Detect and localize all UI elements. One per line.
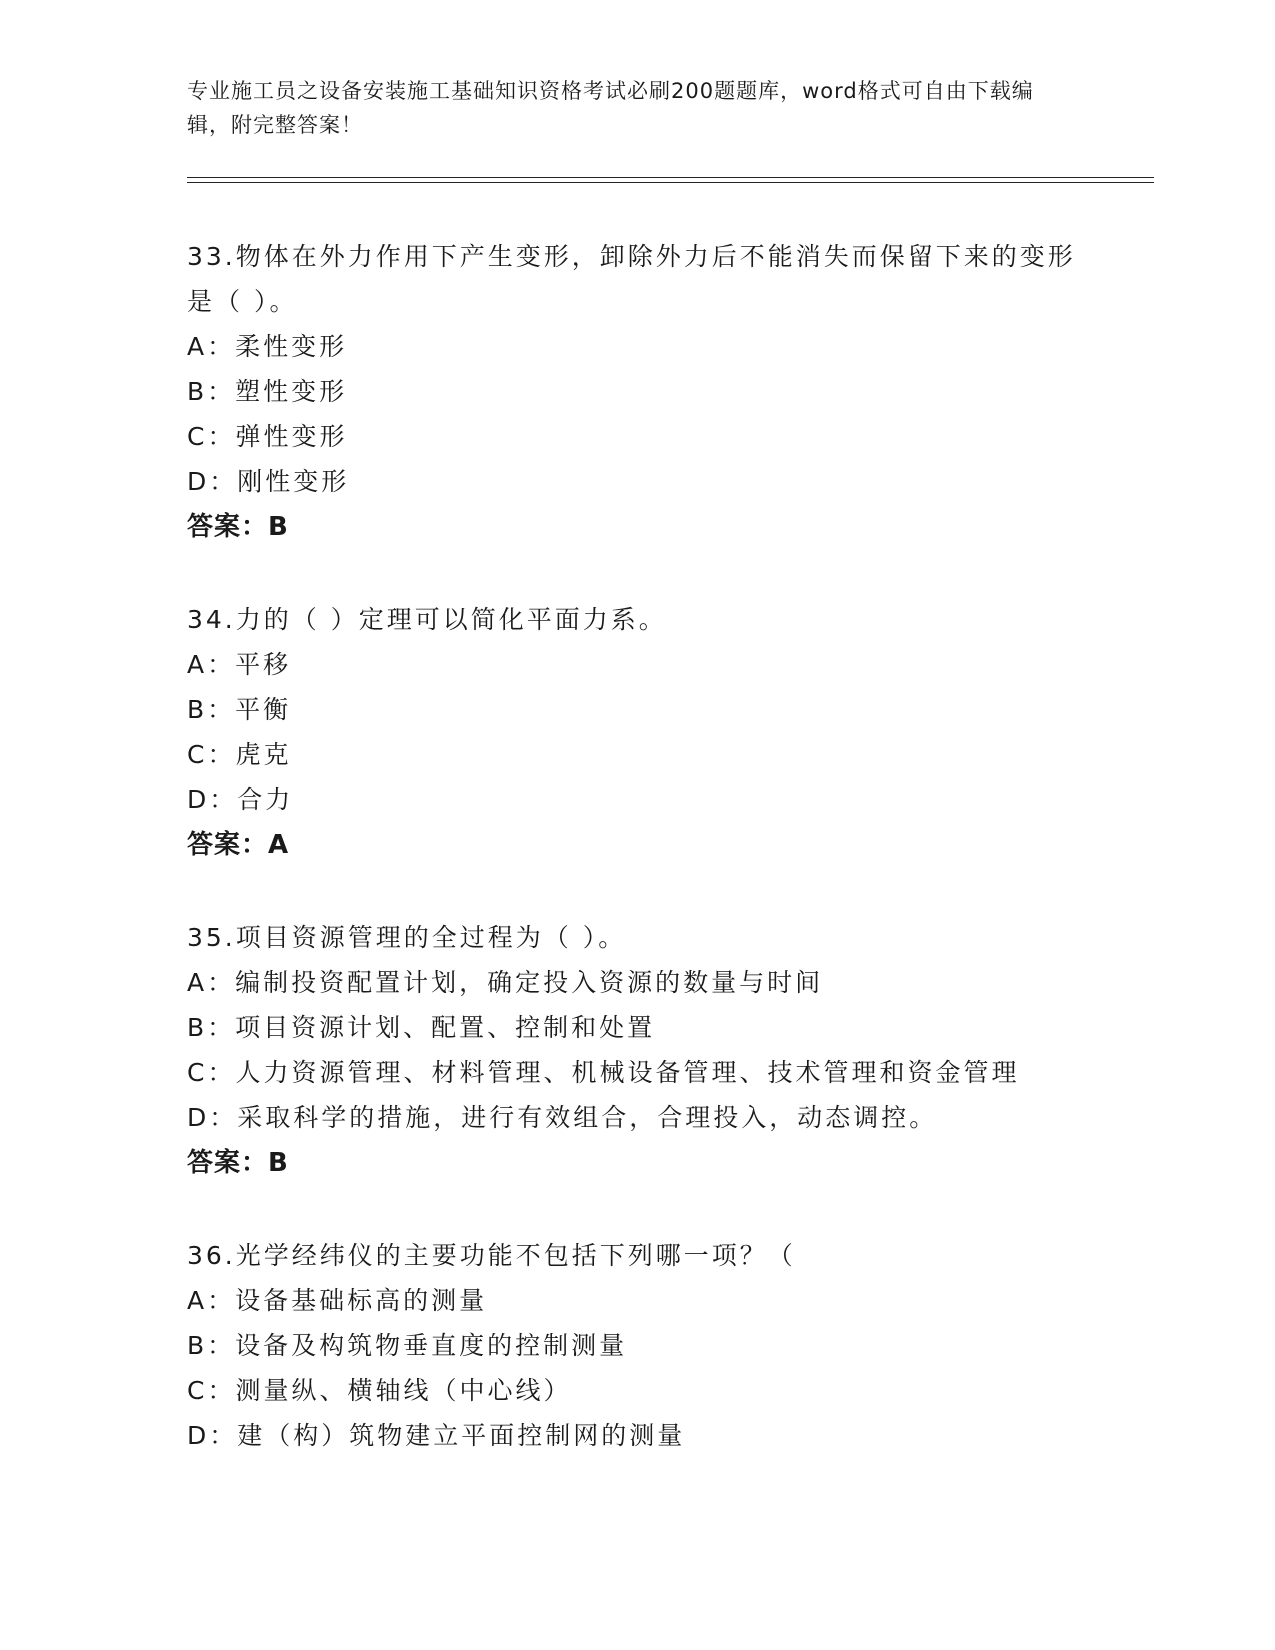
question-34 (187, 597, 1087, 868)
answer: 答案：A (187, 830, 290, 860)
option-a: A：柔性变形 (187, 332, 348, 361)
header-divider-top (187, 177, 1154, 178)
option-b: B：平衡 (187, 695, 292, 724)
answer: 答案：B (187, 512, 289, 542)
option-c: C：虎克 (187, 740, 292, 769)
option-b: B：塑性变形 (187, 377, 348, 406)
option-d: D：采取科学的措施，进行有效组合，合理投入，动态调控。 (187, 1103, 938, 1132)
question-35 (187, 915, 1087, 1186)
answer: 答案：B (187, 1148, 289, 1178)
option-d: D：建（构）筑物建立平面控制网的测量 (187, 1421, 686, 1450)
option-b: B：项目资源计划、配置、控制和处置 (187, 1013, 656, 1042)
question-stem: 36.光学经纬仪的主要功能不包括下列哪一项？（ (187, 1241, 796, 1270)
option-d: D：合力 (187, 785, 294, 814)
question-33 (187, 234, 1087, 550)
option-b: B：设备及构筑物垂直度的控制测量 (187, 1331, 628, 1360)
option-a: A：平移 (187, 650, 292, 679)
option-c: C：测量纵、横轴线（中心线） (187, 1376, 572, 1405)
option-d: D：刚性变形 (187, 467, 350, 496)
question-stem: 35.项目资源管理的全过程为（ ）。 (187, 923, 627, 952)
question-36 (187, 1233, 1087, 1458)
option-c: C：人力资源管理、材料管理、机械设备管理、技术管理和资金管理 (187, 1058, 1020, 1087)
option-a: A：编制投资配置计划，确定投入资源的数量与时间 (187, 968, 824, 997)
question-stem: 34.力的（ ）定理可以简化平面力系。 (187, 605, 667, 634)
option-c: C：弹性变形 (187, 422, 348, 451)
document-header: 专业施工员之设备安装施工基础知识资格考试必刷200题题库，word格式可自由下载编辑，附完整答案！ (187, 79, 1034, 137)
header-divider-bottom (187, 182, 1154, 183)
question-stem: 33.物体在外力作用下产生变形，卸除外力后不能消失而保留下来的变形是（ ）。 (187, 242, 1076, 316)
option-a: A：设备基础标高的测量 (187, 1286, 488, 1315)
